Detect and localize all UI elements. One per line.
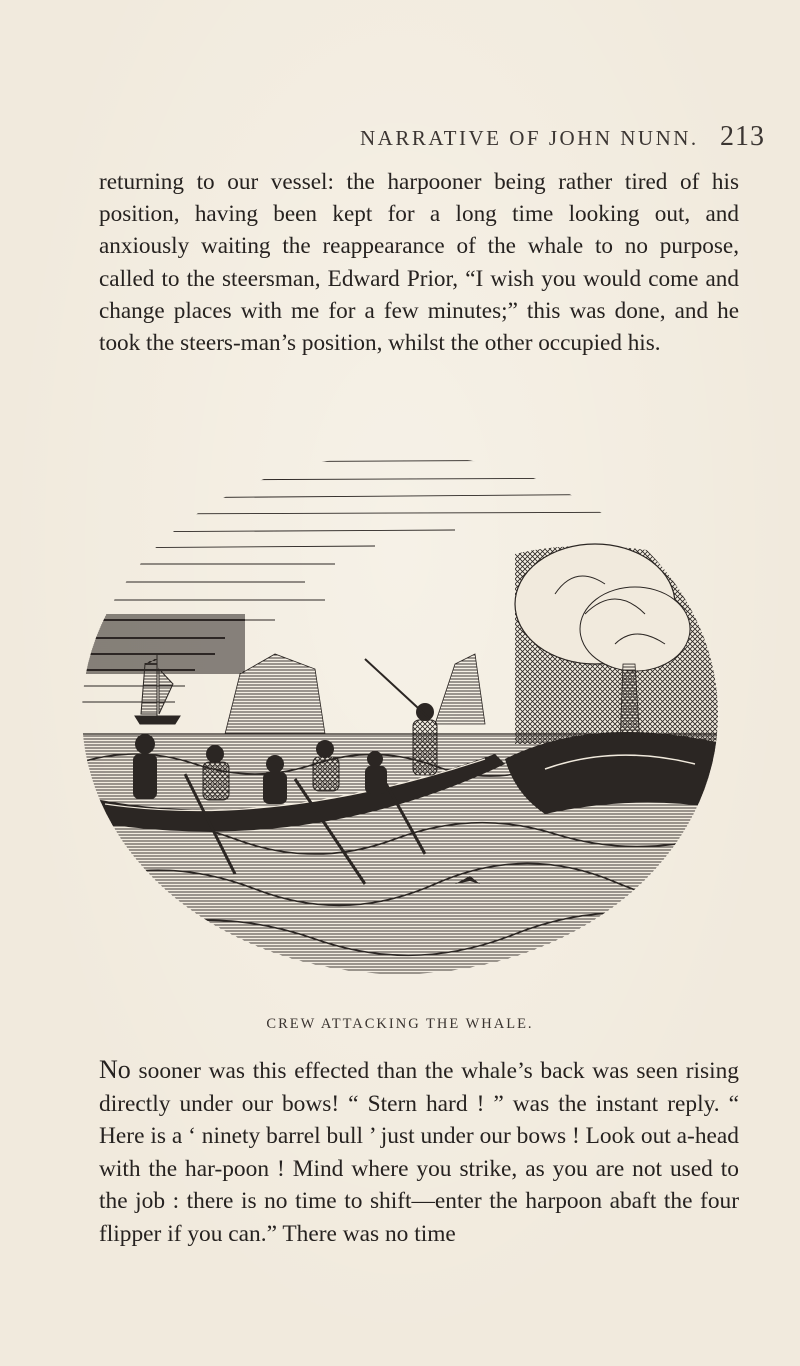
paragraph-bottom-first-word: No [99,1055,131,1084]
paragraph-bottom [99,1054,739,1251]
running-head: NARRATIVE OF JOHN NUNN. [360,126,699,150]
figure-caption: CREW ATTACKING THE WHALE. [266,1016,534,1032]
paragraph-bottom-text: sooner was this effected than the whale’s back was seen rising directly under our bows! “ Stern hard ! ” was the instant reply. “ Here is a ‘ ninety barrel bull ’ just under our bows ! Look out a-head with the har-poon ! Mind where you strike, as you are not used to the job : there is no time to shift—enter the harpoon abaft the four flipper if you can.” There was no time [99,1058,739,1247]
page-number: 213 [720,121,765,152]
page-header [100,121,800,164]
dark-cloud-left [75,614,245,674]
engraving-illustration [75,414,725,986]
harpoon [365,659,430,719]
distant-icebergs [225,654,485,734]
engraving-crew-attacking-whale [75,414,725,986]
paragraph-top: returning to our vessel: the harpooner being rather tired of his position, having been kept for a long time looking out, and anxiously waiting the reappearance of the whale to no purpose, called to the steersman, Edward Prior, “I wish you would come and change places with me for a few minutes;” this was done, and he took the steers-man’s position, whilst the other occupied his. [99,169,739,357]
